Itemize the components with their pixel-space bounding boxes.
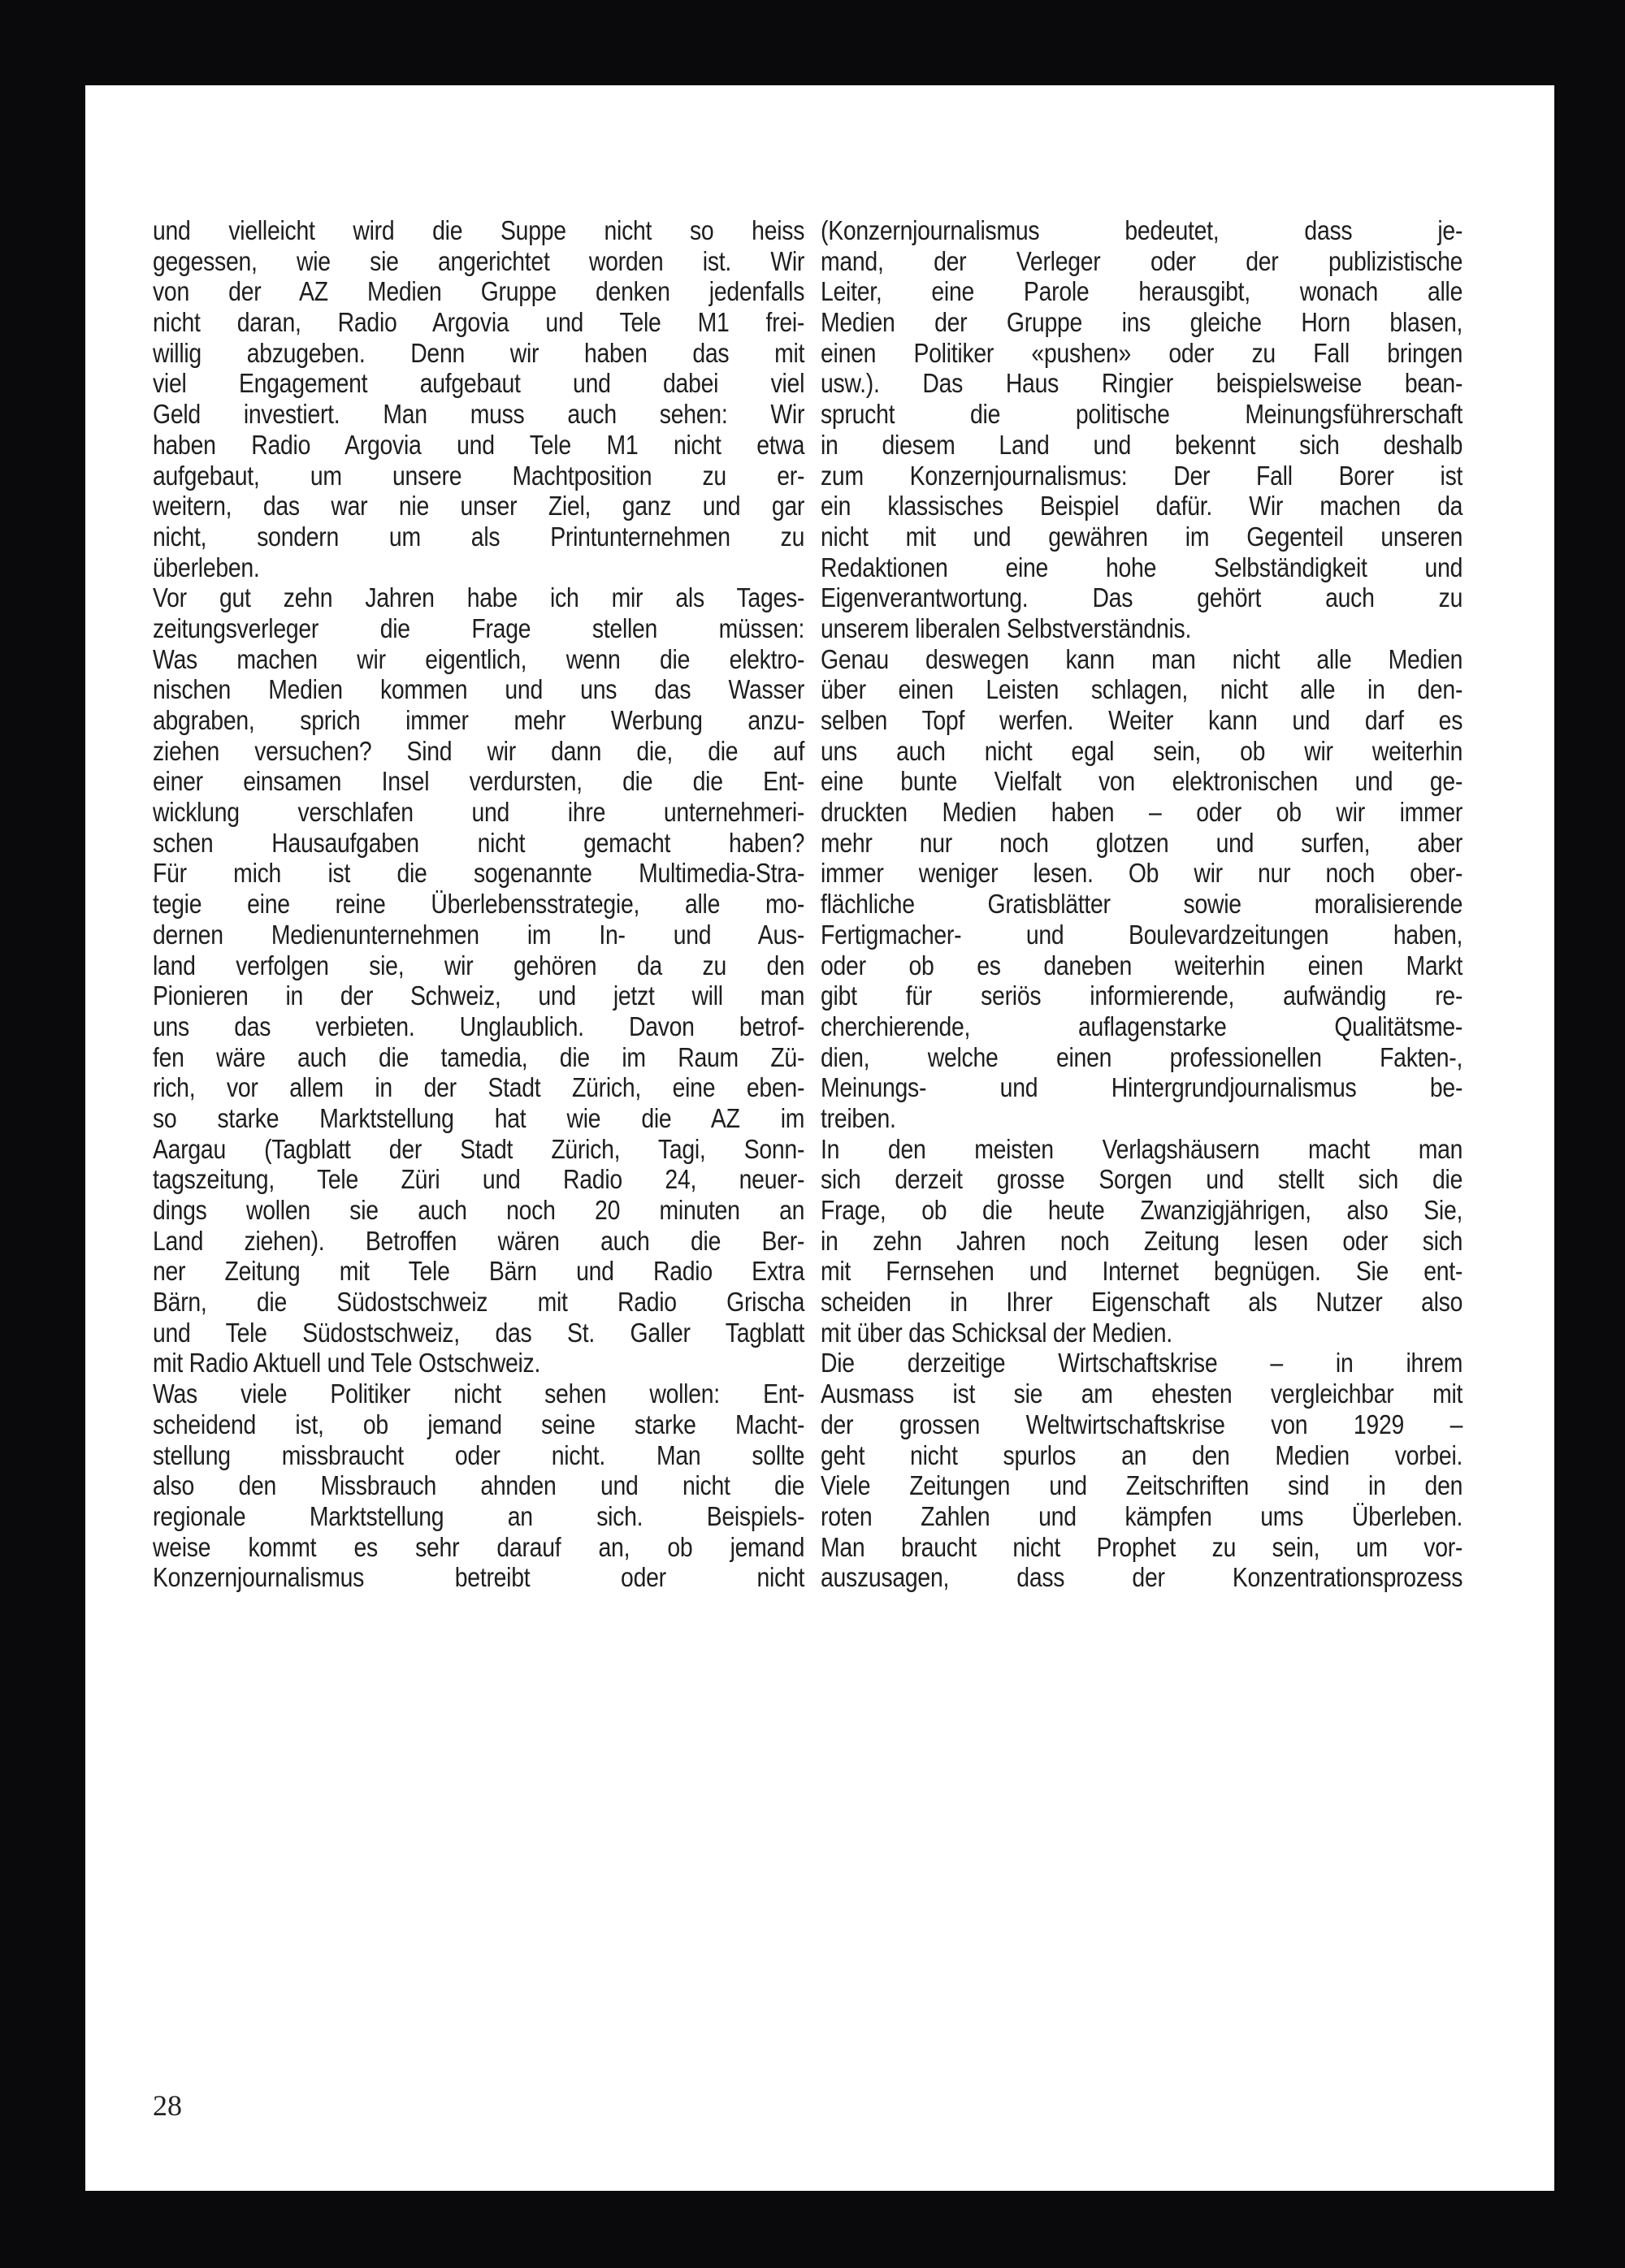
text-line: schen Hausaufgaben nicht gemacht haben? <box>153 827 805 858</box>
text-line: Pionieren in der Schweiz, und jetzt will man <box>153 980 805 1011</box>
text-line: Aargau (Tagblatt der Stadt Zürich, Tagi, Sonn- <box>153 1133 805 1164</box>
text-line: sich derzeit grosse Sorgen und stellt sich die <box>821 1164 1463 1195</box>
text-line: und Tele Südostschweiz, das St. Galler Tagblatt <box>153 1317 805 1348</box>
text-line: druckten Medien haben – oder ob wir immer <box>821 797 1463 828</box>
text-line: mit Radio Aktuell und Tele Ostschweiz. <box>153 1348 541 1379</box>
text-line: tegie eine reine Überlebensstrategie, alle mo- <box>153 889 805 920</box>
text-line: zum Konzernjournalismus: Der Fall Borer ist <box>821 460 1463 491</box>
text-line: auszusagen, dass der Konzentrationsprozess <box>821 1562 1463 1593</box>
text-line: willig abzugeben. Denn wir haben das mit <box>153 337 805 368</box>
text-line: regionale Marktstellung an sich. Beispiels- <box>153 1500 805 1531</box>
text-line: Für mich ist die sogenannte Multimedia-Stra- <box>153 858 805 889</box>
text-line: unserem liberalen Selbstverständnis. <box>821 612 1192 643</box>
text-line: Was viele Politiker nicht sehen wollen: Ent- <box>153 1379 805 1409</box>
text-line: uns auch nicht egal sein, ob wir weiterhin <box>821 735 1463 766</box>
text-line: also den Missbrauch ahnden und nicht die <box>153 1470 805 1501</box>
text-line: abgraben, sprich immer mehr Werbung anzu- <box>153 705 805 735</box>
text-line: aufgebaut, um unsere Machtposition zu er- <box>153 460 805 491</box>
text-line: von der AZ Medien Gruppe denken jedenfalls <box>153 276 805 307</box>
text-line: in zehn Jahren noch Zeitung lesen oder sich <box>821 1225 1463 1256</box>
text-line: uns das verbieten. Unglaublich. Davon betrof- <box>153 1011 805 1041</box>
text-line: wicklung verschlafen und ihre unternehmeri- <box>153 797 805 828</box>
text-line: roten Zahlen und kämpfen ums Überleben. <box>821 1500 1463 1531</box>
text-line: treiben. <box>821 1102 896 1133</box>
text-line: mand, der Verleger oder der publizistische <box>821 245 1463 276</box>
text-line: sprucht die politische Meinungsführerschaft <box>821 399 1463 430</box>
text-line: gibt für seriös informierende, aufwändig re- <box>821 980 1463 1011</box>
text-line: Ausmass ist sie am ehesten vergleichbar mit <box>821 1379 1463 1409</box>
text-line: dings wollen sie auch noch 20 minuten an <box>153 1195 805 1225</box>
text-line: In den meisten Verlagshäusern macht man <box>821 1133 1463 1164</box>
text-line: Medien der Gruppe ins gleiche Horn blasen, <box>821 307 1463 338</box>
text-line: dien, welche einen professionellen Fakten-, <box>821 1041 1463 1072</box>
text-line: Was machen wir eigentlich, wenn die elektro- <box>153 643 805 674</box>
page-number: 28 <box>153 2089 182 2122</box>
text-line: Eigenverantwortung. Das gehört auch zu <box>821 582 1463 613</box>
text-line: Die derzeitige Wirtschaftskrise – in ihrem <box>821 1348 1463 1379</box>
text-line: Fertigmacher- und Boulevardzeitungen haben, <box>821 919 1463 950</box>
text-line: scheidend ist, ob jemand seine starke Macht- <box>153 1409 805 1439</box>
text-line: nicht daran, Radio Argovia und Tele M1 frei- <box>153 307 805 338</box>
text-line: weitern, das war nie unser Ziel, ganz und gar <box>153 491 805 522</box>
text-line: Frage, ob die heute Zwanzigjährigen, also Sie, <box>821 1195 1463 1225</box>
text-line: dernen Medienunternehmen im In- und Aus- <box>153 919 805 950</box>
text-line: haben Radio Argovia und Tele M1 nicht etwa <box>153 429 805 460</box>
text-line: ein klassisches Beispiel dafür. Wir machen da <box>821 491 1463 522</box>
text-line: selben Topf werfen. Weiter kann und darf es <box>821 705 1463 735</box>
text-line: einer einsamen Insel verdursten, die die Ent- <box>153 766 805 797</box>
text-line: gegessen, wie sie angerichtet worden ist. Wir <box>153 245 805 276</box>
text-line: Genau deswegen kann man nicht alle Medien <box>821 643 1463 674</box>
text-line: überleben. <box>153 552 260 582</box>
text-line: nischen Medien kommen und uns das Wasser <box>153 674 805 705</box>
text-line: zeitungsverleger die Frage stellen müssen: <box>153 612 805 643</box>
text-line: mit über das Schicksal der Medien. <box>821 1317 1172 1348</box>
text-line: Viele Zeitungen und Zeitschriften sind in den <box>821 1470 1463 1501</box>
text-line: oder ob es daneben weiterhin einen Markt <box>821 950 1463 980</box>
right-text-column <box>821 215 1462 1593</box>
left-text-column <box>153 215 804 1593</box>
text-line: in diesem Land und bekennt sich deshalb <box>821 429 1463 460</box>
text-line: Leiter, eine Parole herausgibt, wonach alle <box>821 276 1463 307</box>
text-line: fen wäre auch die tamedia, die im Raum Zü- <box>153 1041 805 1072</box>
text-line: Vor gut zehn Jahren habe ich mir als Tages- <box>153 582 805 613</box>
text-line: Bärn, die Südostschweiz mit Radio Grischa <box>153 1287 805 1318</box>
text-line: scheiden in Ihrer Eigenschaft als Nutzer also <box>821 1287 1463 1318</box>
text-line: und vielleicht wird die Suppe nicht so heiss <box>153 215 805 245</box>
text-line: usw.). Das Haus Ringier beispielsweise bean- <box>821 368 1463 399</box>
text-line: rich, vor allem in der Stadt Zürich, eine eben- <box>153 1072 805 1103</box>
text-line: so starke Marktstellung hat wie die AZ im <box>153 1102 805 1133</box>
text-line: immer weniger lesen. Ob wir nur noch ober- <box>821 858 1463 889</box>
text-line: nicht, sondern um als Printunternehmen zu <box>153 521 805 552</box>
text-line: ziehen versuchen? Sind wir dann die, die auf <box>153 735 805 766</box>
text-line: mit Fernsehen und Internet begnügen. Sie ent- <box>821 1256 1463 1287</box>
text-line: Meinungs- und Hintergrundjournalismus be- <box>821 1072 1463 1103</box>
text-line: nicht mit und gewähren im Gegenteil unseren <box>821 521 1463 552</box>
text-line: Geld investiert. Man muss auch sehen: Wir <box>153 399 805 430</box>
book-page <box>85 85 1554 2191</box>
text-line: tagszeitung, Tele Züri und Radio 24, neuer- <box>153 1164 805 1195</box>
text-line: über einen Leisten schlagen, nicht alle in den- <box>821 674 1463 705</box>
text-line: cherchierende, auflagenstarke Qualitätsme- <box>821 1011 1463 1041</box>
text-line: einen Politiker «pushen» oder zu Fall bringen <box>821 337 1463 368</box>
text-line: land verfolgen sie, wir gehören da zu den <box>153 950 805 980</box>
text-line: stellung missbraucht oder nicht. Man sollte <box>153 1439 805 1470</box>
text-line: flächliche Gratisblätter sowie moralisierende <box>821 889 1463 920</box>
text-line: Konzernjournalismus betreibt oder nicht <box>153 1562 805 1593</box>
text-line: geht nicht spurlos an den Medien vorbei. <box>821 1439 1463 1470</box>
text-line: Land ziehen). Betroffen wären auch die Ber- <box>153 1225 805 1256</box>
text-line: viel Engagement aufgebaut und dabei viel <box>153 368 805 399</box>
text-line: eine bunte Vielfalt von elektronischen und ge- <box>821 766 1463 797</box>
text-line: (Konzernjournalismus bedeutet, dass je- <box>821 215 1463 245</box>
text-line: Man braucht nicht Prophet zu sein, um vor- <box>821 1531 1463 1562</box>
text-line: ner Zeitung mit Tele Bärn und Radio Extra <box>153 1256 805 1287</box>
text-line: weise kommt es sehr darauf an, ob jemand <box>153 1531 805 1562</box>
text-line: mehr nur noch glotzen und surfen, aber <box>821 827 1463 858</box>
text-line: Redaktionen eine hohe Selbständigkeit und <box>821 552 1463 582</box>
text-line: der grossen Weltwirtschaftskrise von 1929 – <box>821 1409 1463 1439</box>
